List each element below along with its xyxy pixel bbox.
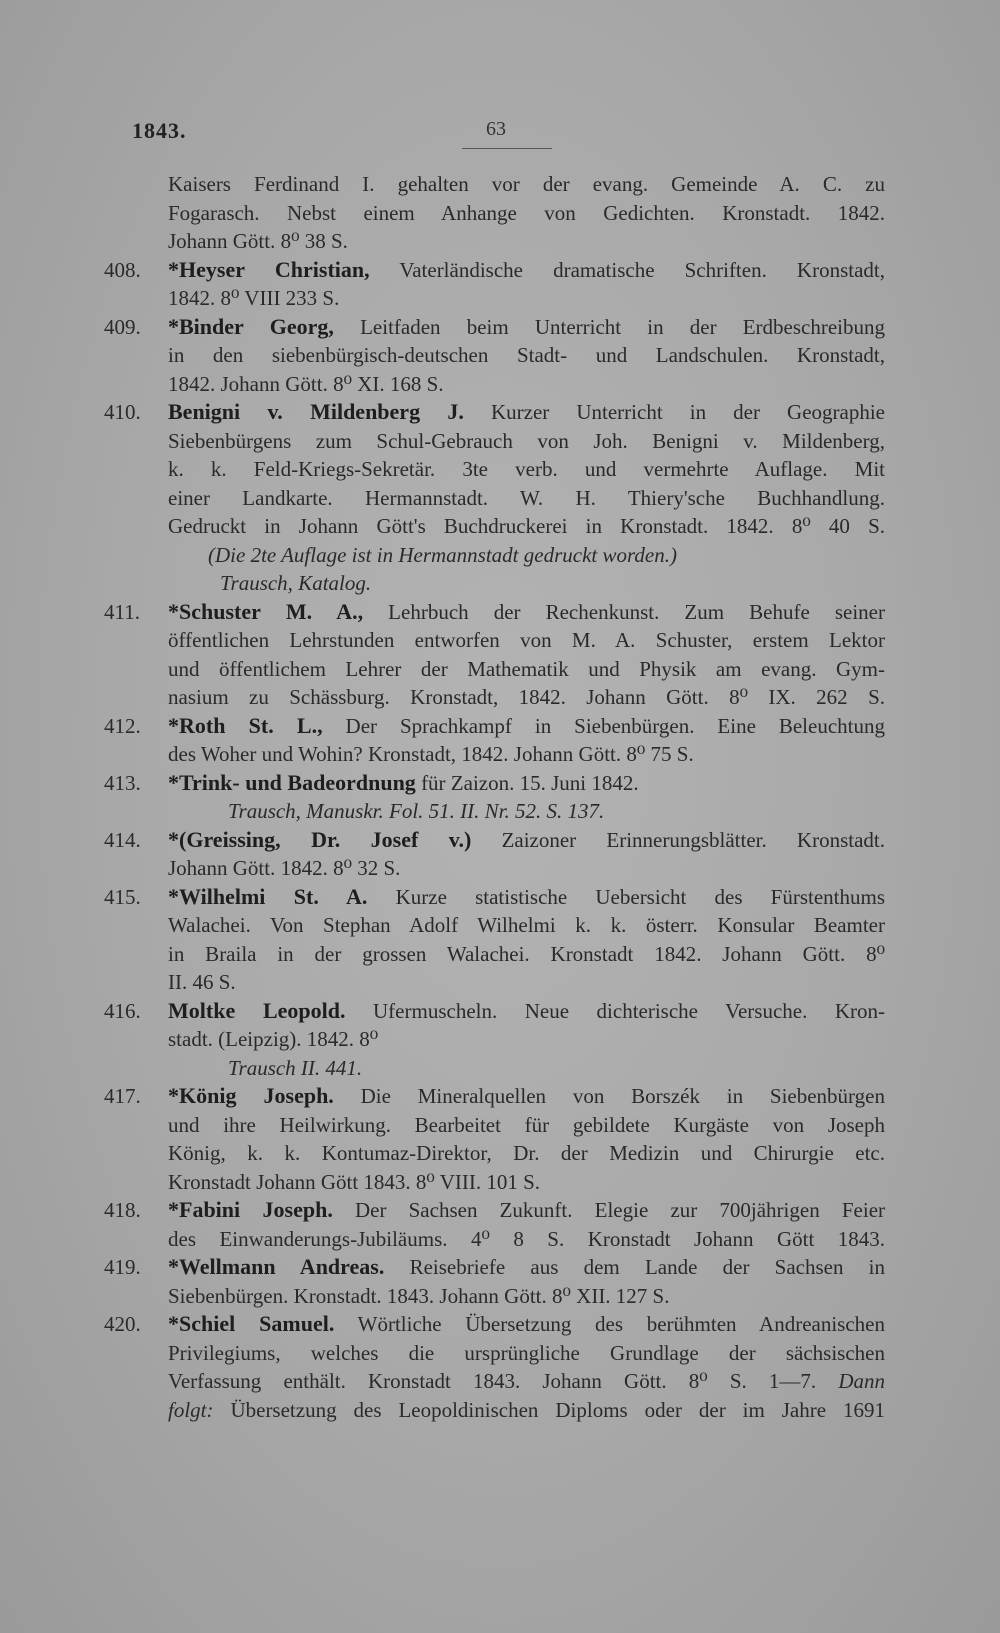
text-line: Siebenbürgen. Kronstadt. 1843. Johann Gött. 8⁰ XII. 127 S. xyxy=(168,1283,670,1308)
entry-author: *Roth St. L., xyxy=(168,712,323,738)
entry-418 xyxy=(0,1196,1000,1253)
text-line: und ihre Heilwirkung. Bearbeitet für gebildete Kurgäste von Joseph xyxy=(168,1112,885,1137)
entry-italic-text: folgt: xyxy=(168,1397,214,1422)
continuation-text xyxy=(0,170,1000,256)
text-line: öffentlichen Lehrstunden entworfen von M. A. Schuster, erstem Lektor xyxy=(168,628,885,652)
entry-number: 413. xyxy=(104,770,141,795)
bibliography-body xyxy=(0,170,1000,1424)
entry-text: Lehrbuch der Rechenkunst. Zum Behufe seiner xyxy=(388,599,886,624)
entry-408 xyxy=(0,256,1000,313)
text-line: Gedruckt in Johann Gött's Buchdruckerei in Kronstadt. 1842. 8⁰ 40 S. xyxy=(168,514,885,538)
entry-note: (Die 2te Auflage ist in Hermannstadt gedruckt worden.) xyxy=(208,542,677,567)
text-line: Walachei. Von Stephan Adolf Wilhelmi k. k. österr. Konsular Beamter xyxy=(168,913,885,937)
entry-author: *(Greissing, Dr. Josef v.) xyxy=(168,826,472,852)
text-line: Verfassung enthält. Kronstadt 1843. Johann Gött. 8⁰ S. 1—7. xyxy=(168,1369,817,1393)
text-line: und öffentlichem Lehrer der Mathematik und Physik am evang. Gym- xyxy=(168,656,885,681)
entry-414 xyxy=(0,826,1000,883)
text-line: des Woher und Wohin? Kronstadt, 1842. Johann Gött. 8⁰ 75 S. xyxy=(168,742,694,766)
page-header xyxy=(132,118,920,154)
entry-author: Moltke Leopold. xyxy=(168,997,346,1023)
entry-text: Der Sachsen Zukunft. Elegie zur 700jährigen Feier xyxy=(355,1198,886,1222)
text-line: des Einwanderungs-Jubiläums. 4⁰ 8 S. Kronstadt Johann Gött 1843. xyxy=(168,1226,885,1251)
text-line: nasium zu Schässburg. Kronstadt, 1842. Johann Gött. 8⁰ IX. 262 S. xyxy=(168,685,885,709)
entry-412 xyxy=(0,712,1000,769)
entry-text: Vaterländische dramatische Schriften. Kronstadt, xyxy=(399,257,885,282)
entry-text: Wörtliche Übersetzung des berühmten Andreanischen xyxy=(357,1312,885,1336)
entry-416 xyxy=(0,997,1000,1083)
entry-number: 410. xyxy=(104,400,141,424)
text-line: in Braila in der grossen Walachei. Kronstadt 1842. Johann Gött. 8⁰ xyxy=(168,941,885,966)
entry-author: Benigni v. Mildenberg J. xyxy=(168,399,464,424)
text-line: Johann Gött. 1842. 8⁰ 32 S. xyxy=(168,856,401,880)
entry-number: 412. xyxy=(104,713,141,738)
entry-419 xyxy=(0,1253,1000,1310)
text-line: k. k. Feld-Kriegs-Sekretär. 3te verb. und vermehrte Auflage. Mit xyxy=(168,457,885,481)
entry-author: *König Joseph. xyxy=(168,1083,334,1108)
entry-number: 420. xyxy=(104,1312,141,1336)
entry-number: 417. xyxy=(104,1084,141,1108)
entry-number: 418. xyxy=(104,1198,141,1222)
entry-note: Trausch II. 441. xyxy=(228,1055,363,1080)
entry-text: Reisebriefe aus dem Lande der Sachsen in xyxy=(409,1255,885,1279)
entry-author: *Trink- und Badeordnung xyxy=(168,769,416,795)
entry-author: *Fabini Joseph. xyxy=(168,1197,333,1222)
text-line: Fogarasch. Nebst einem Anhange von Gedichten. Kronstadt. 1842. xyxy=(168,200,885,225)
entry-author: *Schiel Samuel. xyxy=(168,1311,335,1336)
text-line: Johann Gött. 8⁰ 38 S. xyxy=(168,229,348,253)
entry-411 xyxy=(0,598,1000,712)
text-line: in den siebenbürgisch-deutschen Stadt- und Landschulen. Kronstadt, xyxy=(168,343,885,367)
text-line: Kaisers Ferdinand I. gehalten vor der evang. Gemeinde A. C. zu xyxy=(168,172,885,196)
page-number: 63 xyxy=(486,118,506,140)
entry-author: *Schuster M. A., xyxy=(168,598,364,624)
entry-410 xyxy=(0,398,1000,598)
entry-text: für Zaizon. 15. Juni 1842. xyxy=(421,770,639,795)
header-year: 1843. xyxy=(132,118,187,143)
entry-409 xyxy=(0,313,1000,399)
entry-author: *Binder Georg, xyxy=(168,313,334,339)
entry-author: *Heyser Christian, xyxy=(168,256,370,282)
text-line: 1842. Johann Gött. 8⁰ XI. 168 S. xyxy=(168,371,444,396)
text-line: König, k. k. Kontumaz-Direktor, Dr. der Medizin und Chirurgie etc. xyxy=(168,1141,885,1165)
entry-text: Der Sprachkampf in Siebenbürgen. Eine Beleuchtung xyxy=(345,713,885,738)
text-line: 1842. 8⁰ VIII 233 S. xyxy=(168,286,340,310)
entry-number: 414. xyxy=(104,827,141,852)
text-line: Kronstadt Johann Gött 1843. 8⁰ VIII. 101 S. xyxy=(168,1169,541,1194)
text-line: Privilegiums, welches die ursprüngliche Grundlage der sächsischen xyxy=(168,1340,885,1365)
entry-number: 411. xyxy=(104,599,140,624)
entry-text: Zaizoner Erinnerungsblätter. Kronstadt. xyxy=(501,827,885,852)
header-rule xyxy=(462,148,552,149)
entry-415 xyxy=(0,883,1000,997)
entry-author: *Wilhelmi St. A. xyxy=(168,883,368,909)
entry-number: 419. xyxy=(104,1255,141,1279)
entry-text: Kurzer Unterricht in der Geographie xyxy=(490,400,885,424)
entry-text: Kurze statistische Uebersicht des Fürstenthums xyxy=(395,884,886,909)
entry-417 xyxy=(0,1082,1000,1196)
entry-text: Ufermuscheln. Neue dichterische Versuche. Kron- xyxy=(373,998,886,1023)
text-line: II. 46 S. xyxy=(168,970,236,994)
entry-italic-text: Dann xyxy=(838,1369,886,1393)
text-line: Übersetzung des Leopoldinischen Diploms oder der im Jahre 1691 xyxy=(230,1397,885,1422)
entry-420 xyxy=(0,1310,1000,1424)
entry-author: *Wellmann Andreas. xyxy=(168,1254,385,1279)
entry-text: Leitfaden beim Unterricht in der Erdbeschreibung xyxy=(360,314,886,339)
entry-source: Trausch, Katalog. xyxy=(220,571,372,595)
entry-text: Die Mineralquellen von Borszék in Siebenbürgen xyxy=(360,1084,885,1108)
entry-note: Trausch, Manuskr. Fol. 51. II. Nr. 52. S. 137. xyxy=(228,799,605,823)
entry-number: 416. xyxy=(104,998,141,1023)
entry-413 xyxy=(0,769,1000,826)
entry-number: 415. xyxy=(104,884,141,909)
entry-number: 409. xyxy=(104,314,141,339)
entry-number: 408. xyxy=(104,257,141,282)
text-line: einer Landkarte. Hermannstadt. W. H. Thiery'sche Buchhandlung. xyxy=(168,485,885,510)
text-line: stadt. (Leipzig). 1842. 8⁰ xyxy=(168,1027,379,1051)
text-line: Siebenbürgens zum Schul-Gebrauch von Joh. Benigni v. Mildenberg, xyxy=(168,428,885,453)
